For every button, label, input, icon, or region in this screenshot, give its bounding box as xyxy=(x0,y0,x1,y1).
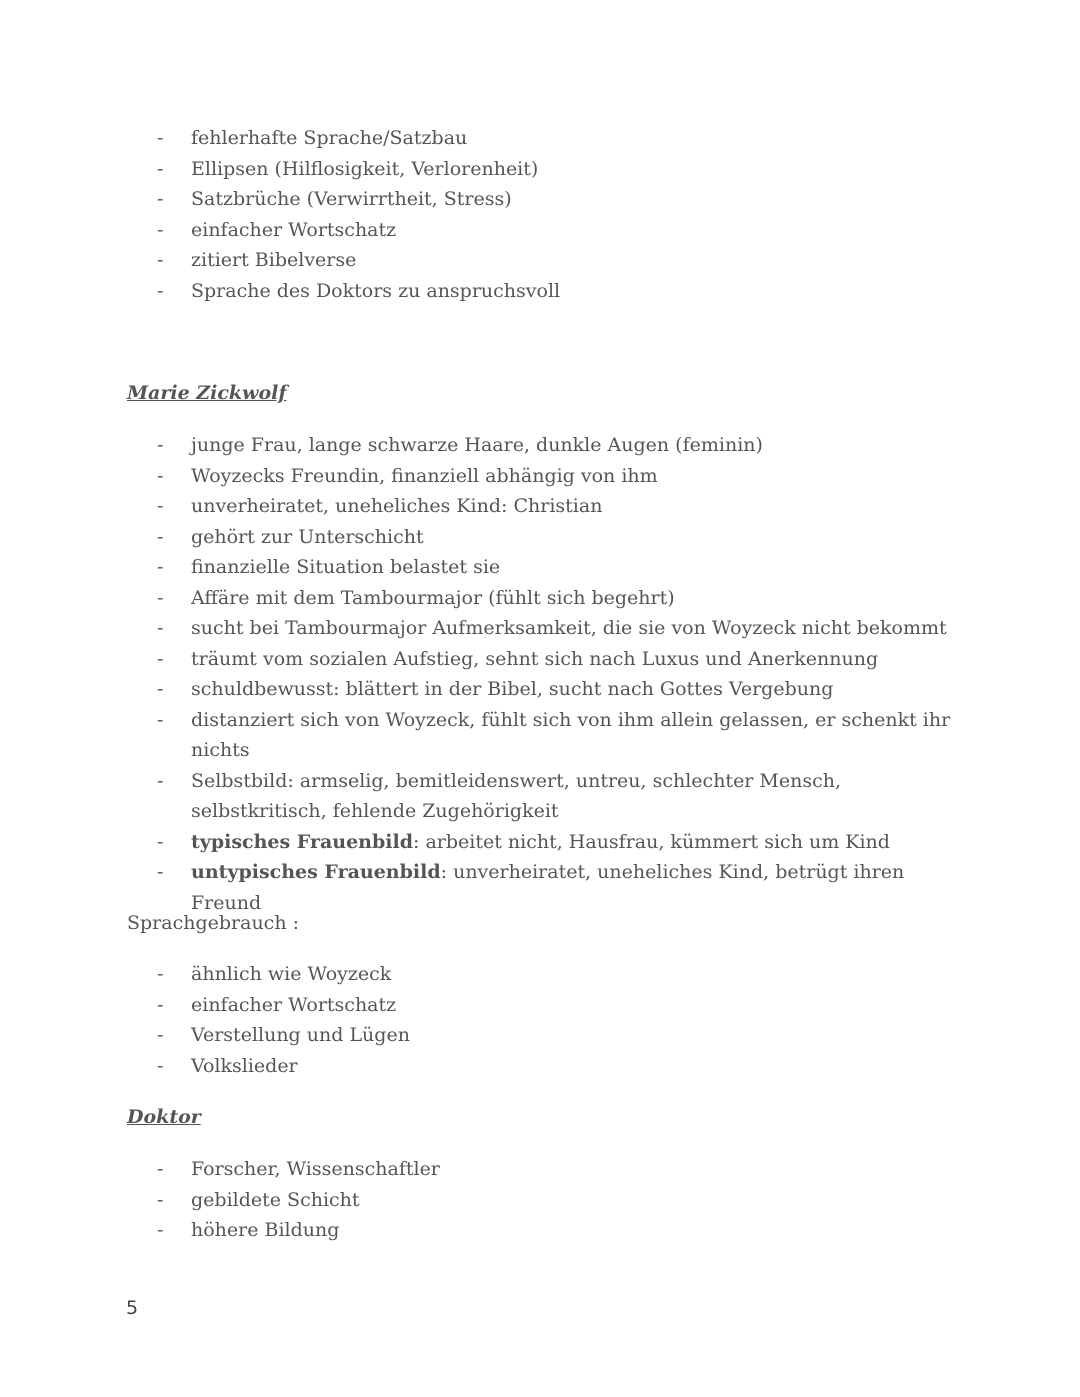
list-item: - junge Frau, lange schwarze Haare, dunkle Augen (feminin) xyxy=(157,434,763,456)
section-heading-doktor: Doktor xyxy=(127,1106,201,1128)
untypical-image-label: untypisches Frauenbild xyxy=(191,861,441,883)
list-item: - zitiert Bibelverse xyxy=(157,249,357,271)
list-item-untypical-image: - untypisches Frauenbild: unverheiratet, uneheliches Kind, betrügt ihren Freund xyxy=(157,861,905,914)
list-item: - Sprache des Doktors zu anspruchsvoll xyxy=(157,279,561,302)
list-item: - Volkslieder xyxy=(157,1054,298,1077)
list-item: - Selbstbild: armselig, bemitleidenswert, untreu, schlechter Mensch, selbstkritisch, fehlende Zugehörigkeit xyxy=(157,769,842,822)
list-item: - Ellipsen (Hilflosigkeit, Verlorenheit) xyxy=(157,157,539,180)
list-item: - fehlerhafte Sprache/Satzbau xyxy=(157,127,468,149)
list-item-typical-image: - typisches Frauenbild: arbeitet nicht, Hausfrau, kümmert sich um Kind xyxy=(157,830,890,853)
list-item: - träumt vom sozialen Aufstieg, sehnt sich nach Luxus und Anerkennung xyxy=(157,647,879,670)
typical-image-label: typisches Frauenbild xyxy=(191,830,413,853)
list-item: - gebildete Schicht xyxy=(157,1188,360,1211)
list-item: - finanzielle Situation belastet sie xyxy=(157,556,501,578)
list-item: - Woyzecks Freundin, finanziell abhängig von ihm xyxy=(157,464,658,487)
list-item: - unverheiratet, uneheliches Kind: Christian xyxy=(157,495,603,517)
section-heading-marie: Marie Zickwolf xyxy=(127,382,287,404)
page-number: 5 xyxy=(126,1297,139,1319)
doktor-character-list xyxy=(127,1154,957,1246)
list-item: - einfacher Wortschatz xyxy=(157,993,397,1016)
language-usage-label: Sprachgebrauch : xyxy=(127,912,300,934)
list-item: - Forscher, Wissenschaftler xyxy=(157,1158,440,1180)
list-item: - schuldbewusst: blättert in der Bibel, sucht nach Gottes Vergebung xyxy=(157,678,834,700)
woyzeck-language-list xyxy=(127,123,957,306)
list-item: - Satzbrüche (Verwirrtheit, Stress) xyxy=(157,188,512,210)
list-item: - höhere Bildung xyxy=(157,1219,340,1241)
list-item: - Verstellung und Lügen xyxy=(157,1024,410,1046)
list-item: - gehört zur Unterschicht xyxy=(157,525,424,548)
marie-language-list xyxy=(127,959,957,1081)
list-item: - einfacher Wortschatz xyxy=(157,218,397,241)
list-item: - distanziert sich von Woyzeck, fühlt sich von ihm allein gelassen, er schenkt ihr nichts xyxy=(157,708,951,761)
list-item: - Affäre mit dem Tambourmajor (fühlt sich begehrt) xyxy=(157,586,675,609)
marie-character-list xyxy=(127,430,957,918)
list-item: - sucht bei Tambourmajor Aufmerksamkeit, die sie von Woyzeck nicht bekommt xyxy=(157,617,947,639)
list-item: - ähnlich wie Woyzeck xyxy=(157,963,392,985)
